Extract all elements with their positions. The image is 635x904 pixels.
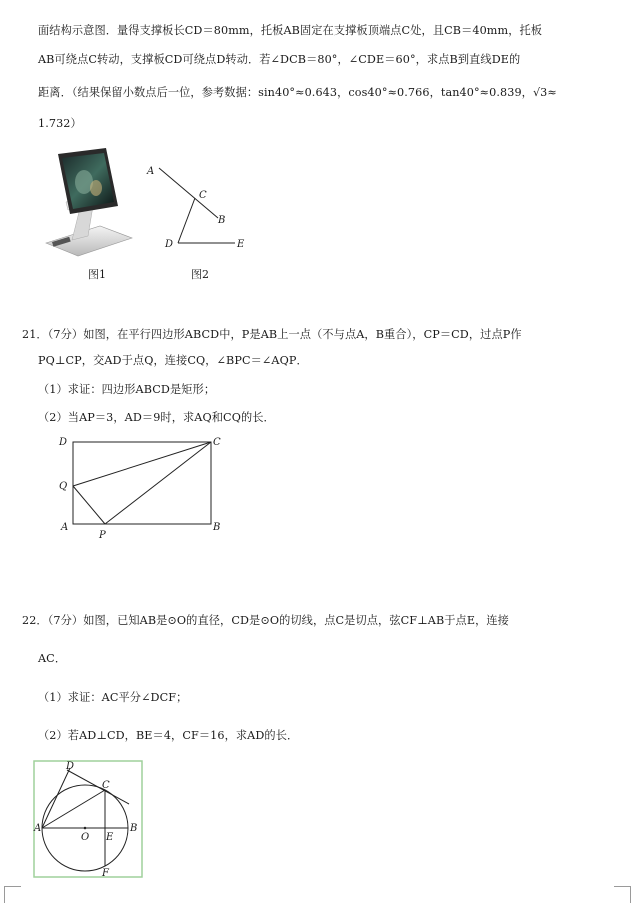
- q22-circle-diagram: [33, 760, 143, 878]
- figure-1-caption: 图1: [88, 268, 106, 281]
- q22-label-b: B: [130, 823, 138, 834]
- fig2-label-b: B: [218, 215, 226, 226]
- q21-label-b: B: [213, 522, 221, 533]
- fig2-label-c: C: [199, 190, 207, 201]
- q21-label-d: D: [59, 437, 68, 448]
- q22-label-d: D: [66, 761, 75, 772]
- q21-rectangle-diagram: [55, 432, 235, 542]
- q21-line-4: （2）当AP＝3，AD＝9时，求AQ和CQ的长．: [38, 411, 275, 424]
- q21-line-2: PQ⊥CP，交AD于点Q，连接CQ，∠BPC＝∠AQP．: [38, 354, 308, 367]
- q22-label-f: F: [102, 868, 109, 878]
- q20-line-4: 1.732）: [38, 117, 82, 130]
- q22-line-2: AC．: [38, 652, 67, 665]
- q21-label-q: Q: [59, 481, 68, 492]
- q22-line-1: 22．（7分）如图，已知AB是⊙O的直径，CD是⊙O的切线，点C是切点，弦CF⊥AB于点E，连接: [22, 614, 509, 627]
- q21-line-3: （1）求证：四边形ABCD是矩形；: [38, 383, 216, 396]
- q21-line-1: 21．（7分）如图，在平行四边形ABCD中，P是AB上一点（不与点A，B重合），CP＝CD，过点P作: [22, 328, 522, 341]
- figure-2-diagram: [145, 160, 255, 255]
- q22-label-a: A: [34, 823, 42, 834]
- q22-line-3: （1）求证：AC平分∠DCF；: [38, 691, 188, 704]
- corner-mark-bottom-right: [614, 886, 631, 903]
- figure-2-caption: 图2: [191, 268, 209, 281]
- q22-label-e: E: [106, 832, 114, 843]
- fig2-label-e: E: [237, 239, 245, 250]
- q21-label-p: P: [99, 530, 106, 541]
- q20-line-1: 面结构示意图．量得支撑板长CD＝80mm，托板AB固定在支撑板顶端点C处，且CB＝40mm，托板: [38, 24, 543, 37]
- q20-line-2: AB可绕点C转动，支撑板CD可绕点D转动．若∠DCB＝80°，∠CDE＝60°，求点B到直线DE的: [38, 53, 521, 66]
- q22-label-c: C: [102, 780, 110, 791]
- fig2-label-d: D: [165, 239, 174, 250]
- fig2-label-a: A: [147, 166, 155, 177]
- q21-label-c: C: [213, 437, 221, 448]
- q21-label-a: A: [61, 522, 69, 533]
- q22-line-4: （2）若AD⊥CD，BE＝4，CF＝16，求AD的长．: [38, 729, 299, 742]
- q20-line-3: 距离．（结果保留小数点后一位，参考数据：sin40°≈0.643，cos40°≈0.766，tan40°≈0.839，√3≈: [38, 86, 557, 99]
- tablet-stand-photo: [38, 148, 138, 258]
- q22-label-o: O: [81, 832, 90, 843]
- corner-mark-bottom-left: [4, 886, 21, 903]
